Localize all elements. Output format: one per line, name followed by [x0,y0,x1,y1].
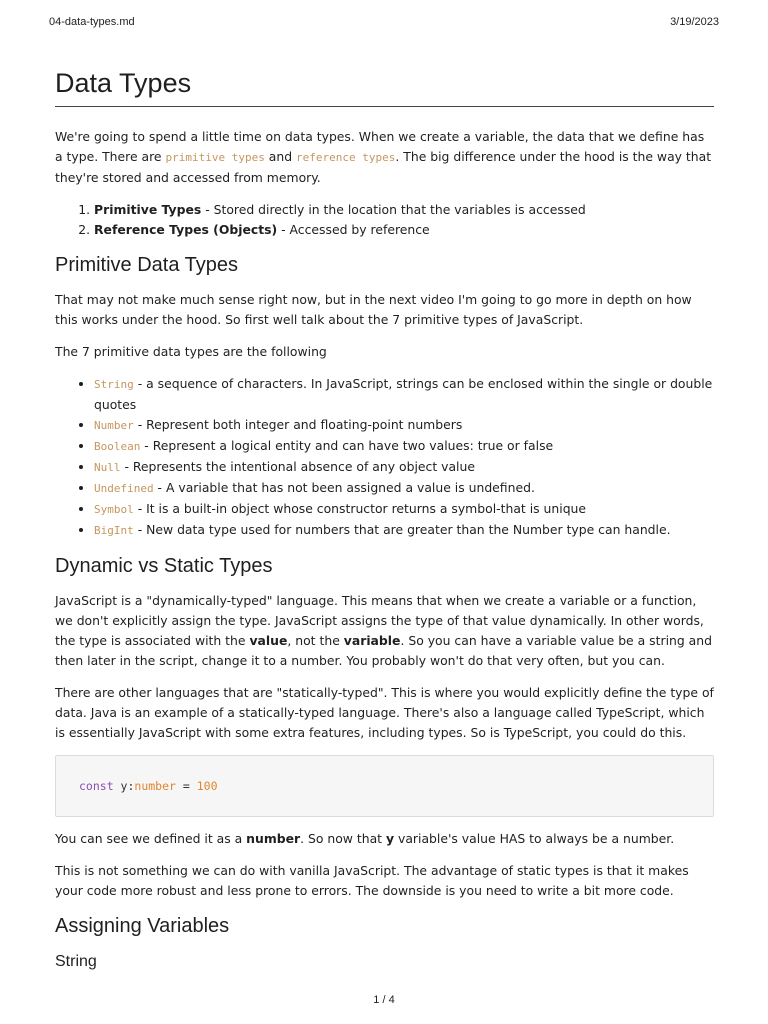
heading-assigning-variables: Assigning Variables [55,915,230,937]
paragraph: The 7 primitive data types are the following [55,344,327,359]
print-header [49,16,719,28]
intro-paragraph: We're going to spend a little time on data types. When we create a variable, the data that we define has a type. There are primitive types and reference types. The big difference under the hood is the way that they're stored and accessed from memory. [55,129,712,185]
heading-primitive-data-types: Primitive Data Types [55,254,239,276]
paragraph: That may not make much sense right now, but in the next video I'm going to go more in depth on how this works under the hood. So first well talk about the 7 primitive types of JavaScript. [55,292,692,327]
list-item: • String - a sequence of characters. In JavaScript, strings can be enclosed within the single or double quotes [94,374,714,415]
paragraph: JavaScript is a "dynamically-typed" language. This means that when we create a variable or a function, we don't explicitly assign the type. JavaScript assigns the type of that value dynamically. In other words, the type is associated with the value, not the variable. So you can have a variable value be a string and then later in the script, change it to a number. You probably won't do that very often, but you can. [55,593,712,668]
paragraph: There are other languages that are "statically-typed". This is where you would explicitly define the type of data. Java is an example of a statically-typed language. There's also a language called TypeScript, which is essentially JavaScript with some extra features, including types. So is TypeScript, you could do this. [55,685,714,740]
document-content [55,66,714,973]
code-block: const y:number = 100 [55,755,714,817]
list-item: 2. Reference Types (Objects) - Accessed by reference [94,220,714,240]
list-item: • Null - Represents the intentional absence of any object value [94,457,714,478]
inline-code-primitive-types: primitive types [165,151,265,164]
heading-dynamic-vs-static: Dynamic vs Static Types [55,555,273,577]
file-name: 04-data-types.md [49,16,135,28]
page-title: Data Types [55,66,714,107]
paragraph: You can see we defined it as a number. So now that y variable's value HAS to always be a number. [55,831,675,846]
paragraph: This is not something we can do with vanilla JavaScript. The advantage of static types is that it makes your code more robust and less prone to errors. The downside is you need to write a bit more code. [55,863,689,898]
primitive-types-list [55,374,714,541]
subheading-string: String [55,953,97,970]
list-item: 1. Primitive Types - Stored directly in the location that the variables is accessed [94,200,714,220]
list-item: • Symbol - It is a built-in object whose constructor returns a symbol-that is unique [94,499,714,520]
type-categories-list [55,200,714,240]
list-item: • Undefined - A variable that has not been assigned a value is undefined. [94,478,714,499]
inline-code-reference-types: reference types [296,151,396,164]
list-item: • BigInt - New data type used for numbers that are greater than the Number type can handle. [94,520,714,541]
list-item: • Number - Represent both integer and floating-point numbers [94,415,714,436]
print-date: 3/19/2023 [670,16,719,28]
page-number: 1 / 4 [373,994,395,1006]
list-item: • Boolean - Represent a logical entity and can have two values: true or false [94,436,714,457]
